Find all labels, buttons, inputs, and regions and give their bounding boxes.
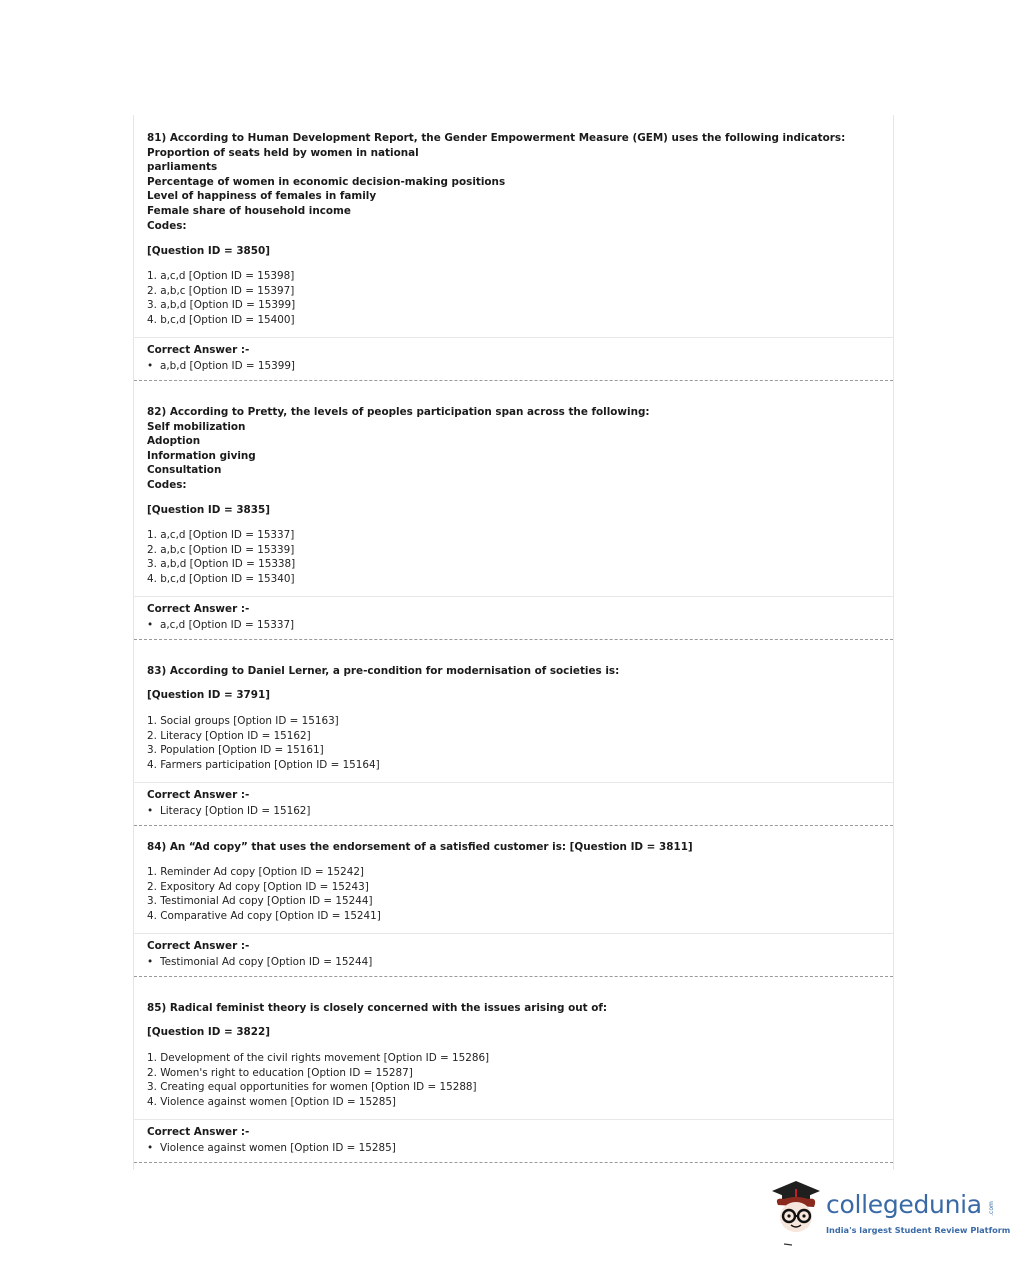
option-item: 3. Creating equal opportunities for women [Option ID = 15288] (147, 1081, 477, 1094)
options-list (147, 528, 295, 586)
option-item: 2. Literacy [Option ID = 15162] (147, 729, 311, 742)
divider (134, 1119, 893, 1120)
option-item: 4. Comparative Ad copy [Option ID = 15241] (147, 909, 381, 922)
option-item: 1. Development of the civil rights movement [Option ID = 15286] (147, 1052, 490, 1064)
question-line: Female share of household income (147, 204, 351, 217)
divider (134, 596, 893, 597)
question-text (147, 405, 650, 493)
options-list (147, 865, 381, 923)
correct-answer-label: Correct Answer :- (147, 344, 250, 356)
question-line: 83) According to Daniel Lerner, a pre-condition for modernisation of societies is: (147, 665, 620, 677)
options-list (147, 269, 295, 327)
question-line: Information giving (147, 449, 256, 462)
correct-answer-text: a,b,d [Option ID = 15399] (160, 360, 295, 372)
correct-answer (147, 956, 372, 968)
option-item: 2. a,b,c [Option ID = 15339] (147, 543, 295, 556)
correct-answer (147, 360, 295, 372)
option-item: 4. Farmers participation [Option ID = 15164] (147, 758, 380, 771)
question-line: Proportion of seats held by women in national (147, 146, 419, 159)
correct-answer-label: Correct Answer :- (147, 1126, 250, 1138)
bullet-icon: • (147, 619, 154, 631)
divider (134, 933, 893, 934)
option-item: 2. a,b,c [Option ID = 15397] (147, 284, 295, 297)
option-item: 1. Social groups [Option ID = 15163] (147, 715, 339, 727)
bullet-icon: • (147, 805, 154, 817)
question-id: [Question ID = 3850] (147, 245, 270, 257)
option-item: 3. a,b,d [Option ID = 15338] (147, 558, 296, 571)
option-item: 1. a,c,d [Option ID = 15337] (147, 529, 295, 541)
correct-answer-text: Violence against women [Option ID = 15285] (160, 1142, 396, 1154)
correct-answer (147, 1142, 396, 1154)
question-separator (134, 976, 893, 977)
option-item: 2. Women's right to education [Option ID = 15287] (147, 1066, 413, 1079)
options-list (147, 1051, 489, 1109)
correct-answer-label: Correct Answer :- (147, 603, 250, 615)
bullet-icon: • (147, 1142, 154, 1154)
brand-tagline: India's largest Student Review Platform (826, 1225, 1011, 1235)
bullet-icon: • (147, 360, 154, 372)
graduate-mascot-icon (766, 1175, 826, 1250)
question-separator (134, 380, 893, 381)
correct-answer (147, 805, 310, 817)
question-line: Codes: (147, 478, 187, 491)
correct-answer-label: Correct Answer :- (147, 789, 250, 801)
option-item: 4. b,c,d [Option ID = 15340] (147, 572, 295, 585)
question-paper-sheet (133, 115, 894, 1170)
option-item: 3. Testimonial Ad copy [Option ID = 15244] (147, 895, 373, 908)
question-text (147, 840, 693, 855)
question-line: Percentage of women in economic decision-making positions (147, 175, 506, 188)
question-text (147, 664, 619, 679)
question-line: Codes: (147, 219, 187, 232)
question-text (147, 131, 845, 233)
brand-name: collegedunia (826, 1190, 982, 1219)
divider (134, 337, 893, 338)
question-line: Consultation (147, 464, 222, 477)
question-line: parliaments (147, 161, 218, 174)
option-item: 3. Population [Option ID = 15161] (147, 744, 324, 757)
bullet-icon: • (147, 956, 154, 968)
question-id: [Question ID = 3791] (147, 689, 270, 701)
question-line: 85) Radical feminist theory is closely concerned with the issues arising out of: (147, 1002, 608, 1014)
question-separator (134, 639, 893, 640)
question-id: [Question ID = 3822] (147, 1026, 270, 1038)
collegedunia-logo (766, 1175, 1011, 1255)
divider (134, 782, 893, 783)
option-item: 4. Violence against women [Option ID = 15285] (147, 1095, 396, 1108)
correct-answer (147, 619, 294, 631)
brand-suffix: .com (987, 1201, 995, 1216)
question-line: 82) According to Pretty, the levels of peoples participation span across the following: (147, 406, 650, 418)
option-item: 3. a,b,d [Option ID = 15399] (147, 299, 296, 312)
option-item: 4. b,c,d [Option ID = 15400] (147, 313, 295, 326)
correct-answer-label: Correct Answer :- (147, 940, 250, 952)
option-item: 2. Expository Ad copy [Option ID = 15243] (147, 880, 369, 893)
correct-answer-text: Testimonial Ad copy [Option ID = 15244] (160, 956, 373, 968)
option-item: 1. a,c,d [Option ID = 15398] (147, 270, 295, 282)
question-separator (134, 825, 893, 826)
question-line: 81) According to Human Development Report, the Gender Empowerment Measure (GEM) uses the following indicators: (147, 132, 846, 144)
correct-answer-text: Literacy [Option ID = 15162] (160, 805, 311, 817)
correct-answer-text: a,c,d [Option ID = 15337] (160, 619, 295, 631)
options-list (147, 714, 380, 772)
question-line: Self mobilization (147, 420, 246, 433)
question-id: [Question ID = 3835] (147, 504, 270, 516)
question-text (147, 1001, 607, 1016)
option-item: 1. Reminder Ad copy [Option ID = 15242] (147, 866, 364, 878)
question-line: 84) An “Ad copy” that uses the endorsement of a satisfied customer is: [Question ID = 3811] (147, 841, 693, 853)
question-line: Level of happiness of females in family (147, 190, 377, 203)
question-line: Adoption (147, 435, 201, 448)
question-separator (134, 1162, 893, 1163)
